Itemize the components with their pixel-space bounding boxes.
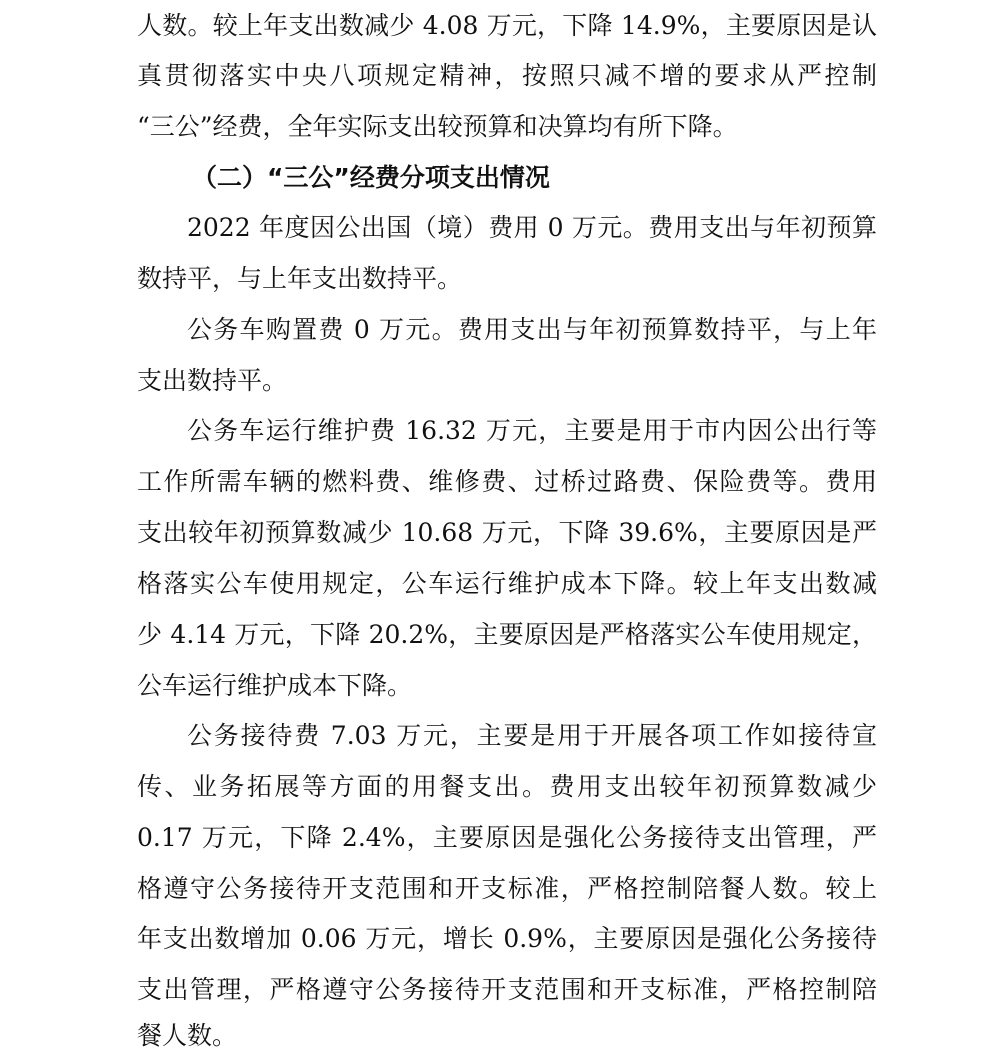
- paragraph-line: 格落实公车使用规定，公车运行维护成本下降。较上年支出数减: [137, 569, 877, 598]
- paragraph-line: 年支出数增加 0.06 万元，增长 0.9%，主要原因是强化公务接待: [137, 924, 877, 953]
- paragraph-line: 支出数持平。: [137, 366, 288, 395]
- paragraph-line: 0.17 万元，下降 2.4%，主要原因是强化公务接待支出管理，严: [137, 823, 877, 852]
- paragraph-line: 人数。较上年支出数减少 4.08 万元，下降 14.9%，主要原因是认: [137, 11, 877, 40]
- paragraph-line: 工作所需车辆的燃料费、维修费、过桥过路费、保险费等。费用: [137, 467, 877, 496]
- paragraph-line: 格遵守公务接待开支范围和开支标准，严格控制陪餐人数。较上: [137, 874, 877, 903]
- paragraph-line: 支出管理，严格遵守公务接待开支范围和开支标准，严格控制陪: [137, 975, 877, 1004]
- paragraph-line: “三公”经费，全年实际支出较预算和决算均有所下降。: [137, 112, 738, 141]
- paragraph-line: 数持平，与上年支出数持平。: [137, 264, 463, 293]
- paragraph-line: 真贯彻落实中央八项规定精神，按照只减不增的要求从严控制: [137, 61, 877, 90]
- paragraph-line: 少 4.14 万元，下降 20.2%，主要原因是严格落实公车使用规定，: [137, 620, 877, 649]
- paragraph-line: 2022 年度因公出国（境）费用 0 万元。费用支出与年初预算: [187, 213, 877, 242]
- paragraph-line: 支出较年初预算数减少 10.68 万元，下降 39.6%，主要原因是严: [137, 518, 877, 547]
- paragraph-line: 公务车购置费 0 万元。费用支出与年初预算数持平，与上年: [187, 315, 877, 344]
- section-heading: （二）“三公”经费分项支出情况: [192, 163, 550, 192]
- paragraph-line: 公车运行维护成本下降。: [137, 671, 413, 700]
- paragraph-line: 公务接待费 7.03 万元，主要是用于开展各项工作如接待宣: [187, 721, 877, 750]
- paragraph-line: 餐人数。: [137, 1021, 238, 1050]
- paragraph-line: 公务车运行维护费 16.32 万元，主要是用于市内因公出行等: [187, 416, 877, 445]
- paragraph-line: 传、业务拓展等方面的用餐支出。费用支出较年初预算数减少: [137, 772, 877, 801]
